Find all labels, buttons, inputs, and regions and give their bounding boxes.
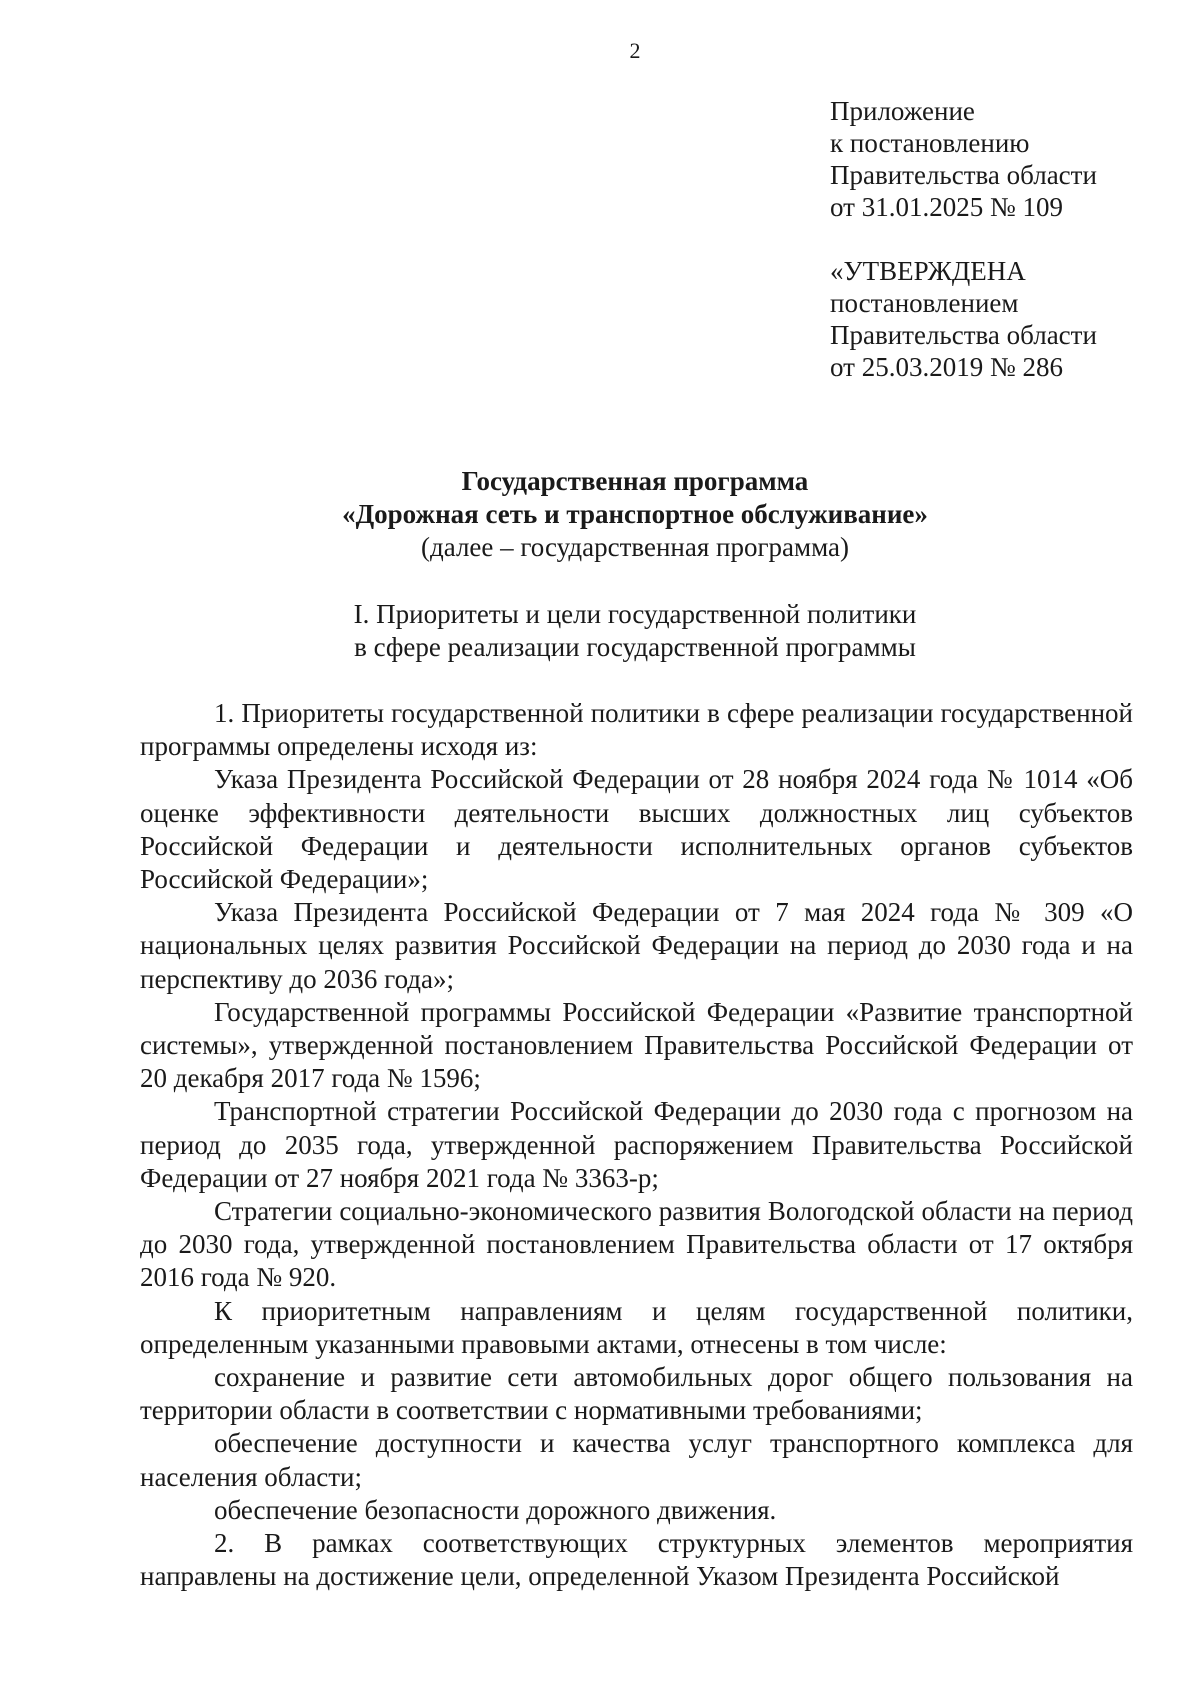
paragraph: К приоритетным направлениям и целям государственной политики, определенным указанными правовыми актами, отнесены в том числе: [140,1295,1133,1359]
paragraph: сохранение и развитие сети автомобильных дорог общего пользования на территории области в соответствии с нормативными требованиями; [140,1362,1133,1426]
title-line-3: (далее – государственная программа) [421,532,849,562]
paragraph: Государственной программы Российской Федерации «Развитие транспортной системы», утвержденной постановлением Правительства Российской Федерации от 20 декабря 2017 года № 1596; [140,996,1133,1094]
approved-line: от 25.03.2019 № 286 [830,352,1063,382]
paragraph: Указа Президента Российской Федерации от 7 мая 2024 года № 309 «О национальных целях развития Российской Федерации на период до 2030 года и на перспективу до 2036 года»; [140,897,1133,994]
paragraph: Транспортной стратегии Российской Федерации до 2030 года с прогнозом на период до 2035 года, утвержденной распоряжением Правительства Российской Федерации от 27 ноября 2021 года № 3363-р; [140,1096,1133,1193]
paragraph: 2. В рамках соответствующих структурных элементов мероприятия направлены на достижение цели, определенной Указом Президента Российской [140,1528,1133,1592]
approved-line: постановлением [830,288,1019,318]
approved-line: «УТВЕРЖДЕНА [830,256,1026,286]
document-title [140,465,1130,564]
appendix-block [830,95,1097,223]
approved-block [830,255,1097,383]
paragraph: Указа Президента Российской Федерации от 28 ноября 2024 года № 1014 «Об оценке эффективности деятельности высших должностных лиц субъектов Российской Федерации и деятельности исполнительных органов субъектов Российской Федерации»; [140,764,1133,895]
paragraph: Стратегии социально-экономического развития Вологодской области на период до 2030 года, утвержденной постановлением Правительства области от 17 октября 2016 года № 920. [140,1196,1133,1293]
page-number: 2 [629,38,641,63]
section-heading [140,598,1130,664]
title-line-1: Государственная программа [461,466,809,496]
body-text [140,697,1133,1593]
paragraph: 1. Приоритеты государственной политики в сфере реализации государственной программы определены исходя из: [140,698,1133,762]
paragraph: обеспечение доступности и качества услуг транспортного комплекса для населения области; [140,1428,1133,1492]
section-heading-line-2: в сфере реализации государственной программы [354,632,916,662]
appendix-line: от 31.01.2025 № 109 [830,192,1063,222]
appendix-line: Приложение [830,96,975,126]
title-line-2: «Дорожная сеть и транспортное обслуживание» [342,499,928,529]
section-heading-line-1: I. Приоритеты и цели государственной политики [353,599,917,629]
paragraph: обеспечение безопасности дорожного движения. [214,1494,777,1525]
appendix-line: к постановлению [830,128,1030,158]
appendix-line: Правительства области [830,160,1097,190]
approved-line: Правительства области [830,320,1097,350]
